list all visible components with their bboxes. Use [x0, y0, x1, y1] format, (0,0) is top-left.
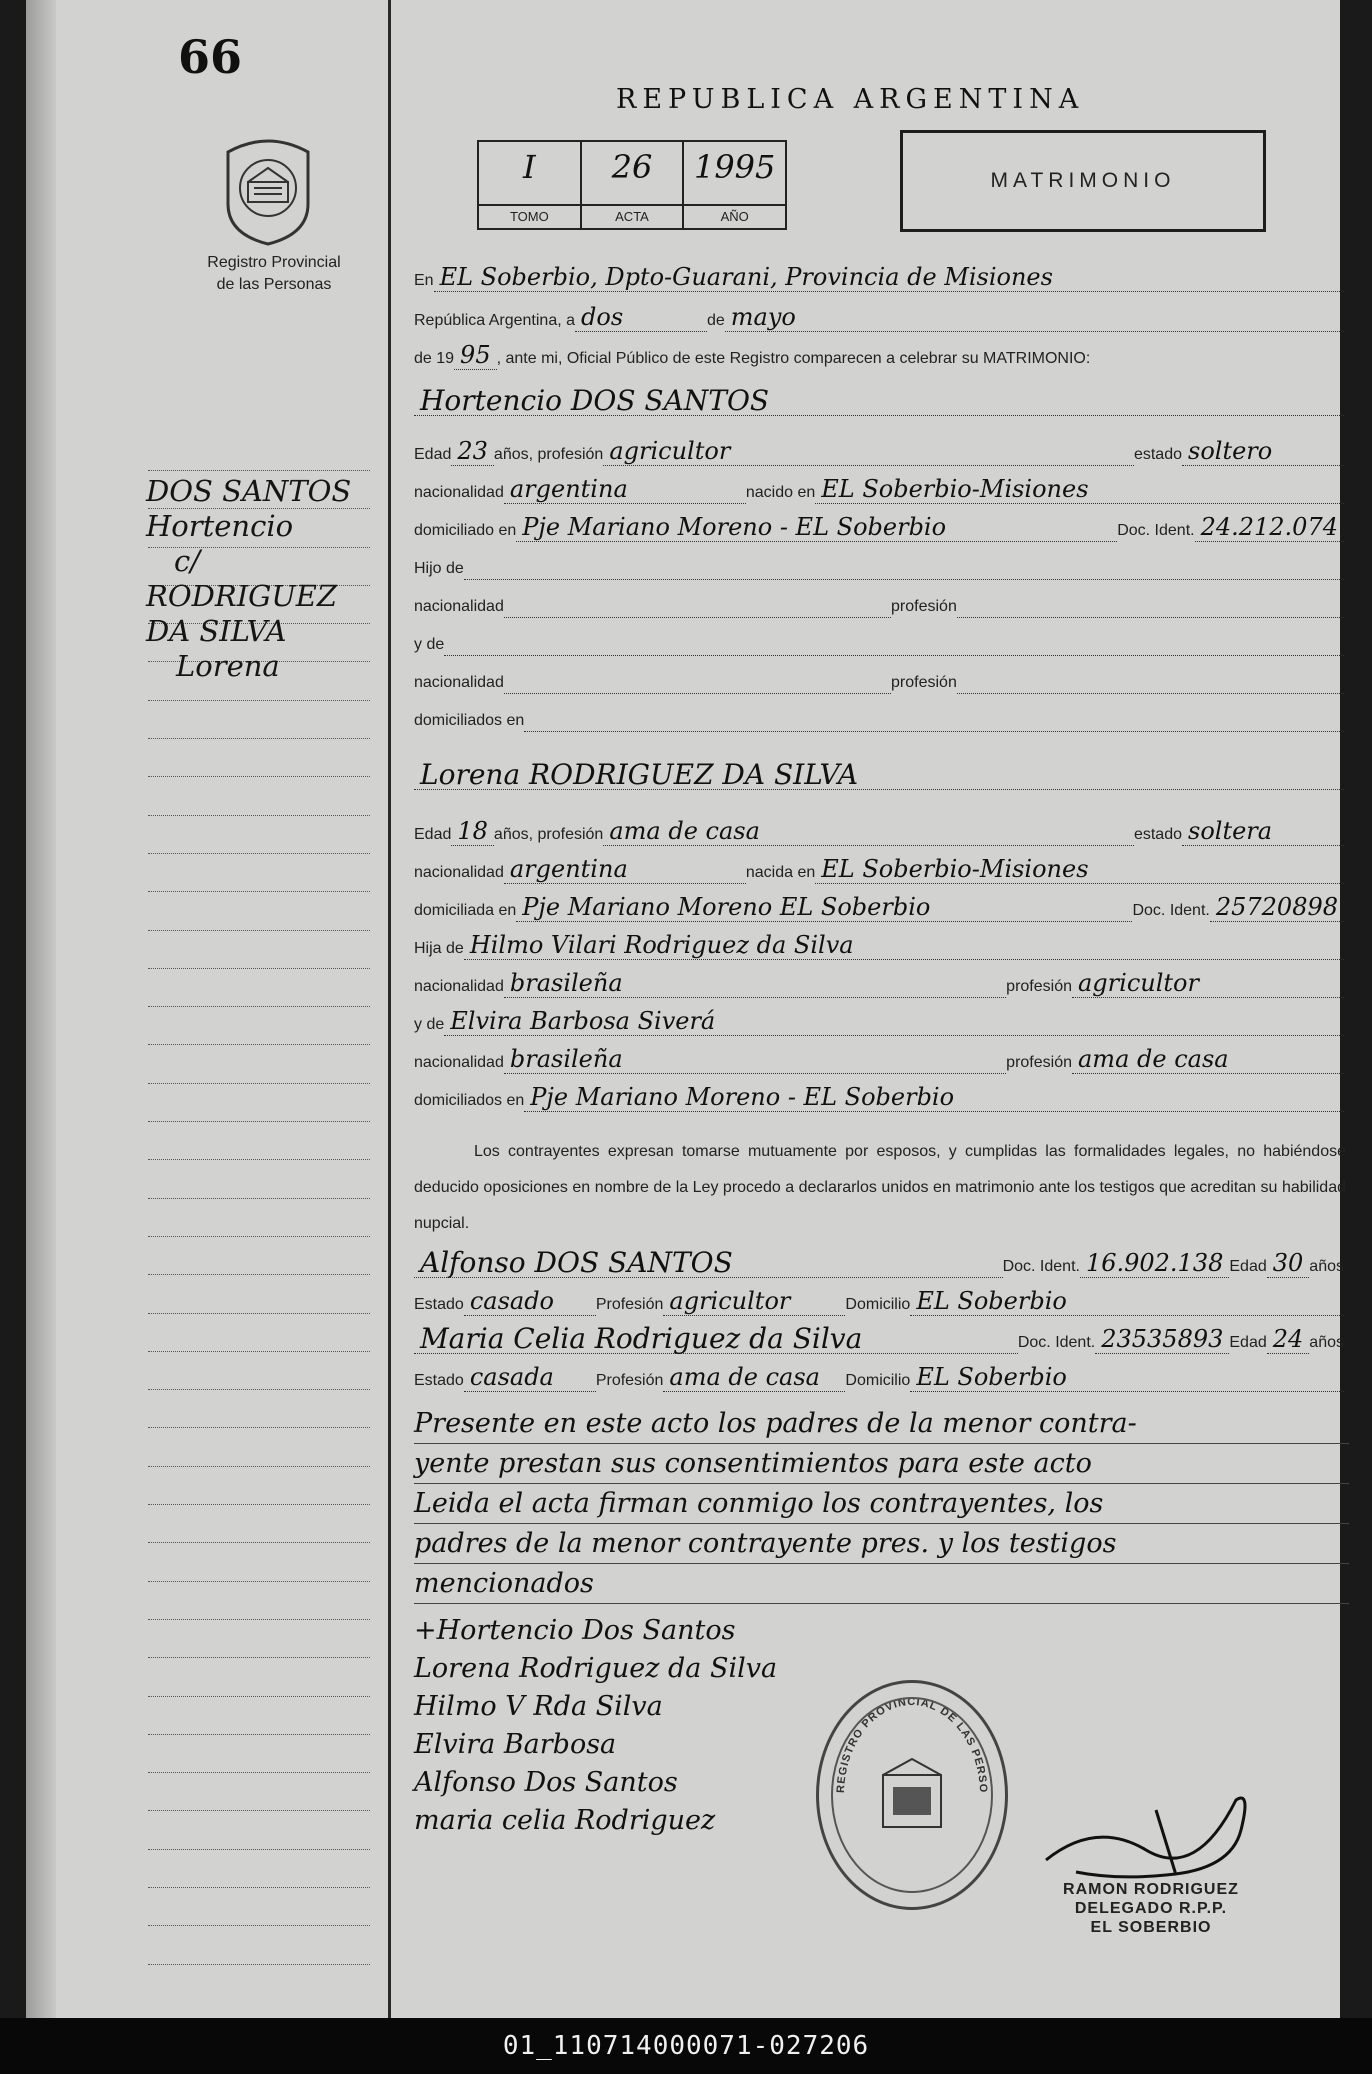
page-number: 66 — [178, 30, 243, 84]
witness-2-address: EL Soberbio — [910, 1363, 1344, 1392]
groom-mother-nat-row: nacionalidad profesión — [414, 664, 1344, 694]
groom-age-row: Edad 23 años, profesión agricultor estado soltero — [414, 436, 1344, 466]
bride-mother-nationality: brasileña — [504, 1045, 1006, 1074]
bride-nationality: argentina — [504, 855, 746, 884]
year-value: 95 — [454, 341, 497, 370]
groom-parents-address-row: domiciliados en — [414, 702, 1344, 732]
margin-ruled-lines — [148, 470, 370, 2002]
groom-father-row: Hijo de — [414, 550, 1344, 580]
officer-location: EL SOBERBIO — [1090, 1919, 1212, 1936]
bride-doc: 25720898 — [1210, 893, 1344, 922]
groom-marital-status: soltero — [1182, 437, 1344, 466]
declaration-text: Los contrayentes expresan tomarse mutuamente por esposos, y cumplidas las formalidades legales, no habiéndose deducido oposiciones en nombre de la Ley procedo a declararlos unidos en matrimonio ante los testigos que acreditan su habilidad nupcial. — [414, 1143, 1346, 1232]
intro-statement-row: de 19 95 , ante mi, Oficial Público de este Registro comparecen a celebrar su MATRIMONIO: — [414, 341, 1091, 369]
witness-1-profession: agricultor — [663, 1287, 845, 1316]
witness-2-status: casada — [464, 1363, 596, 1392]
groom-age: 23 — [451, 437, 494, 466]
signature-witness-1: Alfonso Dos Santos — [414, 1767, 678, 1798]
svg-text:REGISTRO PROVINCIAL DE LAS PER: REGISTRO PROVINCIAL DE LAS PERSO — [834, 1695, 990, 1794]
groom-father — [464, 579, 1344, 580]
bride-father: Hilmo Vilari Rodriguez da Silva — [464, 931, 1344, 960]
acta-cell: 26 ACTA — [582, 142, 685, 228]
bride-mother-nat-row: nacionalidad brasileña profesión ama de casa — [414, 1044, 1344, 1074]
bride-father-profession: agricultor — [1072, 969, 1344, 998]
certificate-page — [26, 0, 1346, 2018]
bride-father-nationality: brasileña — [504, 969, 1006, 998]
bride-name-row — [414, 760, 1344, 790]
witness-1-address: EL Soberbio — [910, 1287, 1344, 1316]
official-stamp — [816, 1680, 1008, 1910]
witness-1-doc: 16.902.138 — [1080, 1249, 1229, 1278]
bride-birthplace: EL Soberbio-Misiones — [815, 855, 1344, 884]
bride-parents-address: Pje Mariano Moreno - EL Soberbio — [524, 1083, 1344, 1112]
document-type-box: MATRIMONIO — [900, 130, 1266, 232]
witness-2-row: Maria Celia Rodriguez da Silva Doc. Ident. 23535893 Edad 24 años — [414, 1324, 1344, 1354]
groom-nationality-row: nacionalidad argentina nacido en EL Soberbio-Misiones — [414, 474, 1344, 504]
officer-block — [1026, 1880, 1276, 1937]
officer-title: DELEGADO R.P.P. — [1074, 1900, 1228, 1917]
groom-birthplace: EL Soberbio-Misiones — [815, 475, 1344, 504]
witness-1-row: Alfonso DOS SANTOS Doc. Ident. 16.902.138 Edad 30 años — [414, 1248, 1344, 1278]
witness-2-age: 24 — [1267, 1325, 1310, 1354]
scan-id-footer: 01_110714000071-027206 — [0, 2018, 1372, 2074]
margin-note: DOS SANTOS Hortencio c/ RODRIGUEZ DA SILVA Lorena — [146, 474, 352, 683]
bride-mother-row: y de Elvira Barbosa Siverá — [414, 1006, 1344, 1036]
bride-age: 18 — [451, 817, 494, 846]
witness-2-details-row: Estado casada Profesión ama de casa Domicilio EL Soberbio — [414, 1362, 1344, 1392]
groom-nationality: argentina — [504, 475, 746, 504]
bride-name: Lorena RODRIGUEZ DA SILVA — [414, 761, 1344, 790]
groom-address: Pje Mariano Moreno - EL Soberbio — [516, 513, 1117, 542]
witness-1-details-row: Estado casado Profesión agricultor Domicilio EL Soberbio — [414, 1286, 1344, 1316]
ano-cell: 1995 AÑO — [684, 142, 785, 228]
groom-mother-row: y de — [414, 626, 1344, 656]
bride-father-row: Hija de Hilmo Vilari Rodriguez da Silva — [414, 930, 1344, 960]
intro-place-row: En EL Soberbio, Dpto-Guarani, Provincia de Misiones — [414, 262, 1344, 292]
witness-2-profession: ama de casa — [663, 1363, 845, 1392]
witness-2-doc: 23535893 — [1095, 1325, 1229, 1354]
witness-1-age: 30 — [1267, 1249, 1310, 1278]
officer-signature-icon — [1036, 1780, 1276, 1890]
bride-address: Pje Mariano Moreno EL Soberbio — [516, 893, 1132, 922]
bride-profession: ama de casa — [603, 817, 1134, 846]
bride-parents-address-row: domiciliados en Pje Mariano Moreno - EL Soberbio — [414, 1082, 1344, 1112]
bride-nationality-row: nacionalidad argentina nacida en EL Soberbio-Misiones — [414, 854, 1344, 884]
day-value: dos — [575, 303, 707, 332]
groom-profession: agricultor — [603, 437, 1134, 466]
tomo-acta-ano-box — [477, 140, 787, 230]
month-value: mayo — [725, 303, 1344, 332]
bride-age-row: Edad 18 años, profesión ama de casa estado soltera — [414, 816, 1344, 846]
bride-father-nat-row: nacionalidad brasileña profesión agricultor — [414, 968, 1344, 998]
bride-marital-status: soltera — [1182, 817, 1344, 846]
signatures — [414, 1612, 834, 1840]
bride-mother-profession: ama de casa — [1072, 1045, 1344, 1074]
bride-address-row: domiciliada en Pje Mariano Moreno EL Soberbio Doc. Ident. 25720898 — [414, 892, 1344, 922]
witness-2-name: Maria Celia Rodriguez da Silva — [414, 1325, 1018, 1354]
officer-name: RAMON RODRIGUEZ — [1063, 1881, 1239, 1898]
groom-name-row — [414, 386, 1344, 416]
province-seal-icon — [218, 134, 318, 246]
observations: Presente en este acto los padres de la menor contra- yente prestan sus consentimientos para este acto Leida el acta firman conmigo los contrayentes, los padres de la menor contrayente pres. y los testigos mencionados — [414, 1404, 1349, 1604]
page-title: REPUBLICA ARGENTINA — [616, 84, 1085, 115]
groom-name: Hortencio DOS SANTOS — [414, 387, 1344, 416]
margin-divider — [388, 0, 391, 2018]
groom-mother — [444, 655, 1344, 656]
place-value: EL Soberbio, Dpto-Guarani, Provincia de Misiones — [434, 263, 1344, 292]
groom-doc: 24.212.074 — [1195, 513, 1344, 542]
signature-bride: Lorena Rodriguez da Silva — [414, 1653, 778, 1684]
signature-bride-mother: Elvira Barbosa — [414, 1729, 617, 1760]
stamp-emblem-icon — [819, 1683, 1005, 1907]
registro-label: Registro Provincial de las Personas — [207, 254, 341, 293]
signature-bride-father: Hilmo V Rda Silva — [414, 1691, 663, 1722]
tomo-cell: I TOMO — [479, 142, 582, 228]
groom-address-row: domiciliado en Pje Mariano Moreno - EL Soberbio Doc. Ident. 24.212.074 — [414, 512, 1344, 542]
intro-date-row: República Argentina, a dos de mayo — [414, 302, 1344, 332]
groom-father-nat-row: nacionalidad profesión — [414, 588, 1344, 618]
bride-mother: Elvira Barbosa Siverá — [444, 1007, 1344, 1036]
signature-groom: +Hortencio Dos Santos — [414, 1615, 736, 1646]
witness-1-status: casado — [464, 1287, 596, 1316]
witness-1-name: Alfonso DOS SANTOS — [414, 1249, 1003, 1278]
signature-witness-2: maria celia Rodriguez — [414, 1805, 716, 1836]
